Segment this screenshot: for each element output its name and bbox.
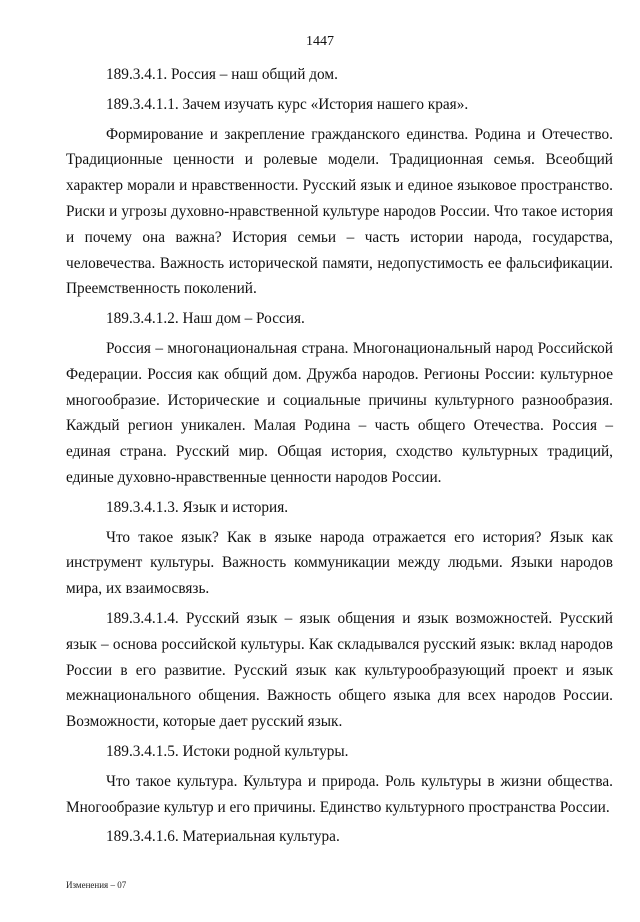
body-paragraph: Россия – многонациональная страна. Многонациональный народ Российской Федерации. Россия как общий дом. Дружба народов. Регионы России: культурное многообразие. Исторические и социальные причины культурного разнообразия. Каждый регион уникален. Малая Родина – часть общего Отечества. Россия – единая страна. Русский мир. Общая история, сходство культурных традиций, единые духовно-нравственные ценности народов России. xyxy=(66,339,613,486)
section-heading: 189.3.4.1.3. Язык и история. xyxy=(106,498,289,516)
page-number: 1447 xyxy=(306,34,334,49)
body-paragraph: Что такое язык? Как в языке народа отражается его история? Язык как инструмент культуры. Важность коммуникации между людьми. Языки народов мира, их взаимосвязь. xyxy=(66,528,613,598)
section-heading: 189.3.4.1.1. Зачем изучать курс «История нашего края». xyxy=(106,95,469,113)
body-paragraph: Что такое культура. Культура и природа. Роль культуры в жизни общества. Многообразие культур и его причины. Единство культурного пространства России. xyxy=(66,772,613,816)
section-heading: 189.3.4.1. Россия – наш общий дом. xyxy=(106,66,338,83)
document-body xyxy=(66,62,613,850)
page-footer: Изменения – 07 xyxy=(66,880,127,890)
body-paragraph: 189.3.4.1.4. Русский язык – язык общения и язык возможностей. Русский язык – основа российской культуры. Как складывался русский язык: вклад народов России в его развитие. Русский язык как культурообразующий проект и язык межнационального общения. Важность общего языка для всех народов России. Возможности, которые дает русский язык. xyxy=(66,609,613,731)
section-heading: 189.3.4.1.2. Наш дом – Россия. xyxy=(106,310,305,328)
section-heading: 189.3.4.1.5. Истоки родной культуры. xyxy=(106,742,349,760)
body-paragraph: Формирование и закрепление гражданского единства. Родина и Отечество. Традиционные ценности и ролевые модели. Традиционная семья. Всеобщий характер морали и нравственности. Русский язык и единое языковое пространство. Риски и угрозы духовно-нравственной культуре народов России. Что такое история и почему она важна? История семьи – часть истории народа, государства, человечества. Важность исторической памяти, недопустимость ее фальсификации. Преемственность поколений. xyxy=(66,125,613,298)
section-heading: 189.3.4.1.6. Материальная культура. xyxy=(106,828,340,846)
